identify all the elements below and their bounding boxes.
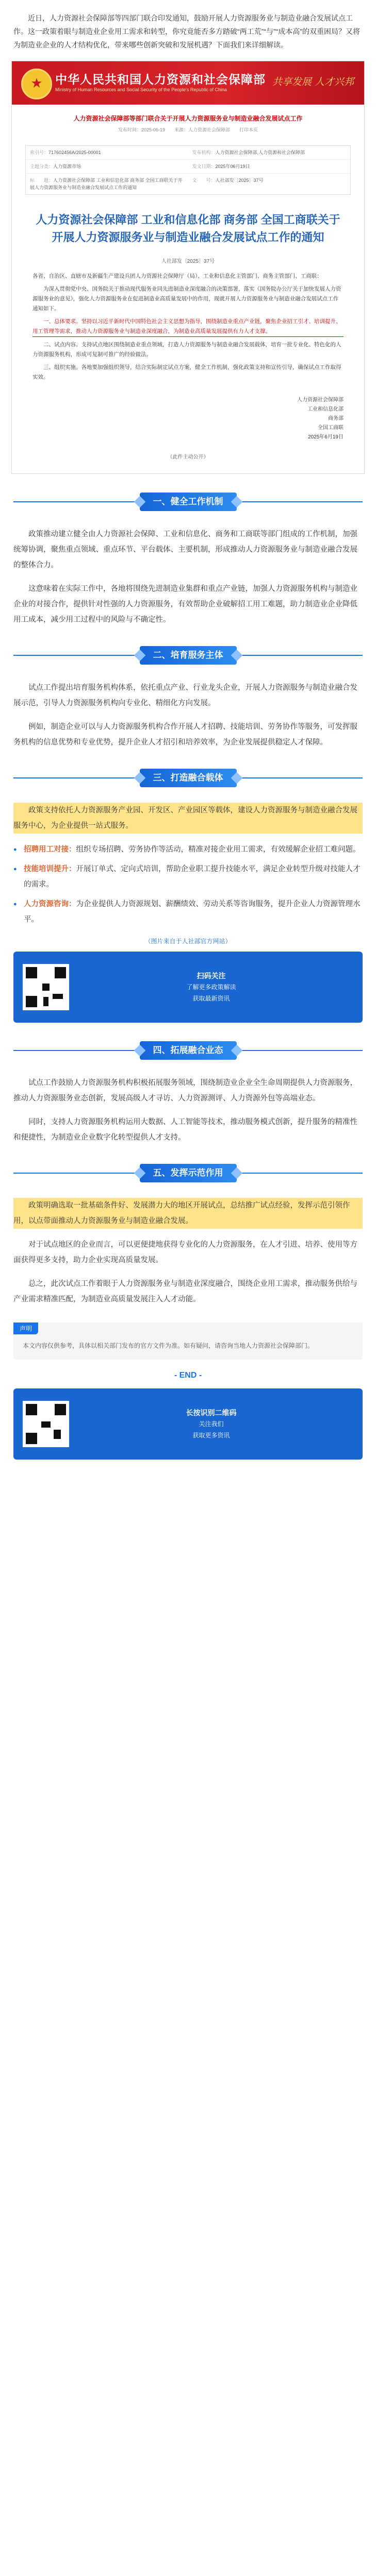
section-paragraph: 试点工作提出培育服务机构体系，依托重点产业、行业龙头企业，开展人力资源服务与制造业融合发展示范，引导人力资源服务机构向专业化、精细化方向发展。 (13, 684, 357, 707)
bullet-label: 人力资源咨询： (24, 900, 76, 908)
info-value: 人力资源市场 (53, 164, 81, 169)
section-demonstration (0, 1161, 376, 1307)
info-value: 人力资源社会保障部 工业和信息化部 商务部 全国工商联关于开展人力资源服务业与制造业融合发展试点工作的通知 (30, 178, 183, 190)
info-value: 人社部发〔2025〕37号 (215, 178, 264, 183)
qr-promo-card (13, 952, 363, 1023)
section-mechanism (0, 489, 376, 628)
service-bullet-list (13, 842, 363, 927)
disclaimer-text: 本文内容仅供参考，具体以相关部门发布的官方文件为准。如有疑问，请咨询当地人力资源社会保障部门。 (23, 1342, 314, 1349)
section-paragraph: 政策推动建立健全由人力资源社会保障、工业和信息化、商务和工商联等部门组成的工作机制，加强统筹协调，聚焦重点领域、重点环节、平台载体、主要机制，形成推动人力资源服务业与制造业融合发展的整体合力。 (13, 530, 357, 569)
ministry-slogan: 共享发展 人才兴邦 (272, 76, 354, 88)
info-key: 文 号： (192, 178, 216, 183)
bullet-item (13, 896, 363, 927)
official-document-screenshot (11, 61, 365, 474)
info-row (26, 160, 350, 174)
section-heading (13, 489, 363, 514)
info-key: 发文日期： (192, 164, 216, 169)
notice-title: 人力资源社会保障部 工业和信息化部 商务部 全国工商联关于开展人力资源服务业与制造业融合发展试点工作的通知 (36, 213, 340, 244)
section-heading-label: 四、拓展融合业态 (140, 1041, 237, 1060)
bullet-item (13, 861, 363, 892)
footer-card-text (69, 1407, 353, 1441)
qr-card-text (69, 970, 353, 1004)
section-service-entities (0, 643, 376, 750)
bullet-text: 为企业提供人力资源规划、薪酬绩效、劳动关系等咨询服务，提升企业人力资源管理水平。 (24, 900, 361, 924)
section-paragraph-highlighted: 政策明确选取一批基础条件好、发展潜力大的地区开展试点，总结推广试点经验，发挥示范引领作用，以点带面推动人力资源服务业与制造业融合发展。 (13, 1198, 363, 1229)
signing-date: 2025年6月19日 (308, 434, 344, 440)
bullet-label: 技能培训提升： (24, 865, 76, 873)
section-heading (13, 766, 363, 790)
qr-card-line: 了解更多政策解读 (186, 984, 236, 991)
section-heading-label: 二、培育服务主体 (140, 646, 237, 665)
section-paragraph: 同时，支持人力资源服务机构运用大数据、人工智能等技术，推动服务模式创新，提升服务的精准性和便捷性，为制造业企业数字化转型提供人才支持。 (13, 1118, 357, 1142)
bullet-text: 组织专场招聘、劳务协作等活动，精准对接企业用工需求，有效缓解企业招工难问题。 (76, 845, 361, 854)
ministry-title: 中华人民共和国人力资源和社会保障部 (55, 73, 266, 86)
disclaimer-box (13, 1323, 363, 1360)
disclaimer-label: 声明 (13, 1323, 38, 1334)
section-heading (13, 1038, 363, 1063)
intro-paragraph: 近日，人力资源社会保障部等四部门联合印发通知，鼓励开展人力资源服务业与制造业融合发展试点工作。这一政策着眼与制造业企业用工需求和转型，你究竟能否多方踏破“两工荒”“与”“成本高”的双重困局？又将为制造业企业的人才结构优化，带来哪些创新突破和发展机遇？下面我们来详细解读。 (13, 14, 360, 49)
qr-code-icon[interactable] (23, 964, 69, 1010)
section-heading-label: 五、发挥示范作用 (140, 1164, 237, 1182)
notice-number: 人社部发〔2025〕37号 (161, 259, 215, 264)
footer-card-title: 长按识别二维码 (186, 1409, 237, 1417)
notice-addressee: 各省、自治区、直辖市及新疆生产建设兵团人力资源社会保障厅（局）、工业和信息化主管部门、商务主管部门、工商联： (32, 273, 322, 279)
image-source-hint: （图片来自于人社部官方网站） (144, 938, 232, 945)
section-heading-label: 三、打造融合载体 (140, 769, 237, 787)
section-integration-carriers (0, 766, 376, 1023)
qr-card-title: 扫码关注 (197, 972, 226, 980)
info-value: 2025年06月19日 (215, 164, 250, 169)
notice-paragraph: 为深入贯彻党中央、国务院关于推动现代服务业同先进制造业深度融合的决策部署，落实《国务院办公厅关于加快发展人力资源服务业的意见》，强化人力资源服务业在促进制造业高质量发展中的作用，现就开展人力资源服务业与制造业融合发展试点工作通知如下。 (32, 286, 341, 312)
info-value: 717602456A/2025-00001 (48, 150, 101, 155)
info-key: 发布机构： (192, 150, 216, 155)
bullet-item (13, 842, 363, 857)
info-key: 主题分类： (30, 164, 54, 169)
section-heading (13, 1161, 363, 1185)
notice-paragraph-highlighted: 一、总体要求。坚持以习近平新时代中国特色社会主义思想为指导，围绕制造业重点产业链，聚焦企业招工引才、培训提升、用工管理等需求，推动人力资源服务业与制造业深度融合，为制造业高质量发展提供有力人才支撑。 (32, 317, 344, 337)
bullet-label: 招聘用工对接： (24, 845, 76, 854)
bullet-text: 开展订单式、定向式培训，帮助企业职工提升技能水平，满足企业转型升级对技能人才的需求。 (24, 865, 361, 889)
section-paragraph-highlighted: 政策支持依托人力资源服务产业园、开发区、产业园区等载体，建设人力资源服务与制造业融合发展服务中心，为企业提供一站式服务。 (13, 803, 363, 834)
qr-code-icon[interactable] (23, 1401, 69, 1447)
footer-card-line: 关注我们 (199, 1420, 224, 1428)
document-info-table (25, 145, 351, 195)
info-key: 索引号： (30, 150, 49, 155)
info-row (26, 174, 350, 194)
section-paragraph: 这意味着在实际工作中，各地将围绕先进制造业集群和重点产业链，加强人力资源服务机构与制造业企业的对接合作，提供针对性强的人力资源服务，有效帮助企业破解招工用工难题，助力制造业企业降低用工成本，减少用工过程中的风险与不确定性。 (13, 585, 357, 624)
notice-paragraph: 三、组织实施。各地要加强组织领导，结合实际制定试点方案，健全工作机制，强化政策支持和宣传引导，确保试点工作取得实效。 (32, 364, 341, 380)
doc-header-meta: 发布时间：2025-06-19 来源：人力资源社会保障部 打印本页 (118, 127, 258, 132)
ministry-subtitle: Ministry of Human Resources and Social Security of the People's Republic of China (55, 87, 227, 92)
section-paragraph: 总之，此次试点工作着眼于人力资源服务业与制造业深度融合，围绕企业用工需求，推动服务供给与产业需求精准匹配，为制造业高质量发展注入人才动能。 (13, 1280, 357, 1303)
doc-header-title: 人力资源社会保障部等部门联合关于开展人力资源服务业与制造业融合发展试点工作 (73, 115, 303, 122)
doc-header (12, 105, 364, 138)
signer: 人力资源社会保障部 (297, 397, 344, 403)
notice-body (12, 272, 364, 382)
signer: 工业和信息化部 (307, 406, 344, 412)
signer: 全国工商联 (318, 425, 344, 431)
national-emblem-icon (21, 69, 52, 99)
notice-paragraph: 二、试点内容。支持试点地区围绕制造业重点领域，打造人力资源服务与制造业融合发展载体，培育一批专业化、特色化的人力资源服务机构，形成可复制可推广的经验做法。 (32, 342, 341, 358)
qr-card-line: 获取最新资讯 (192, 995, 230, 1002)
info-row (26, 146, 350, 160)
ministry-banner (12, 61, 364, 105)
section-paragraph: 例如，制造企业可以与人力资源服务机构合作开展人才招聘、技能培训、劳务协作等服务，可发挥服务机构的信息优势和专业优势，提升企业人才招引和培养效率，为企业发展提供稳定人才保障。 (13, 723, 357, 747)
footer-qr-card (13, 1388, 363, 1460)
section-heading (13, 643, 363, 668)
section-paragraph: 试点工作鼓励人力资源服务机构积极拓展服务领域，围绕制造业企业全生命周期提供人力资源服务，推动人力资源服务业态创新，发展高级人才寻访、人力资源测评、人力资源外包等高端业态。 (13, 1079, 357, 1103)
footer-card-line: 获取更多资讯 (192, 1432, 230, 1439)
end-mark: - END - (174, 1371, 202, 1380)
section-heading-label: 一、健全工作机制 (140, 493, 237, 511)
signer: 商务部 (328, 416, 344, 421)
info-value: 人力资源社会保障部,人力资源和社会保障部 (215, 150, 305, 155)
section-paragraph: 对于试点地区的企业而言，可以更便捷地获得专业化的人力资源服务，在人才引进、培养、使用等方面获得更多支持，助力企业实现高质量发展。 (13, 1241, 357, 1264)
section-new-formats (0, 1038, 376, 1145)
notice-disclosure-note: （此件主动公开） (167, 454, 209, 460)
info-key: 标 题： (30, 178, 54, 183)
notice-signers (12, 385, 364, 445)
